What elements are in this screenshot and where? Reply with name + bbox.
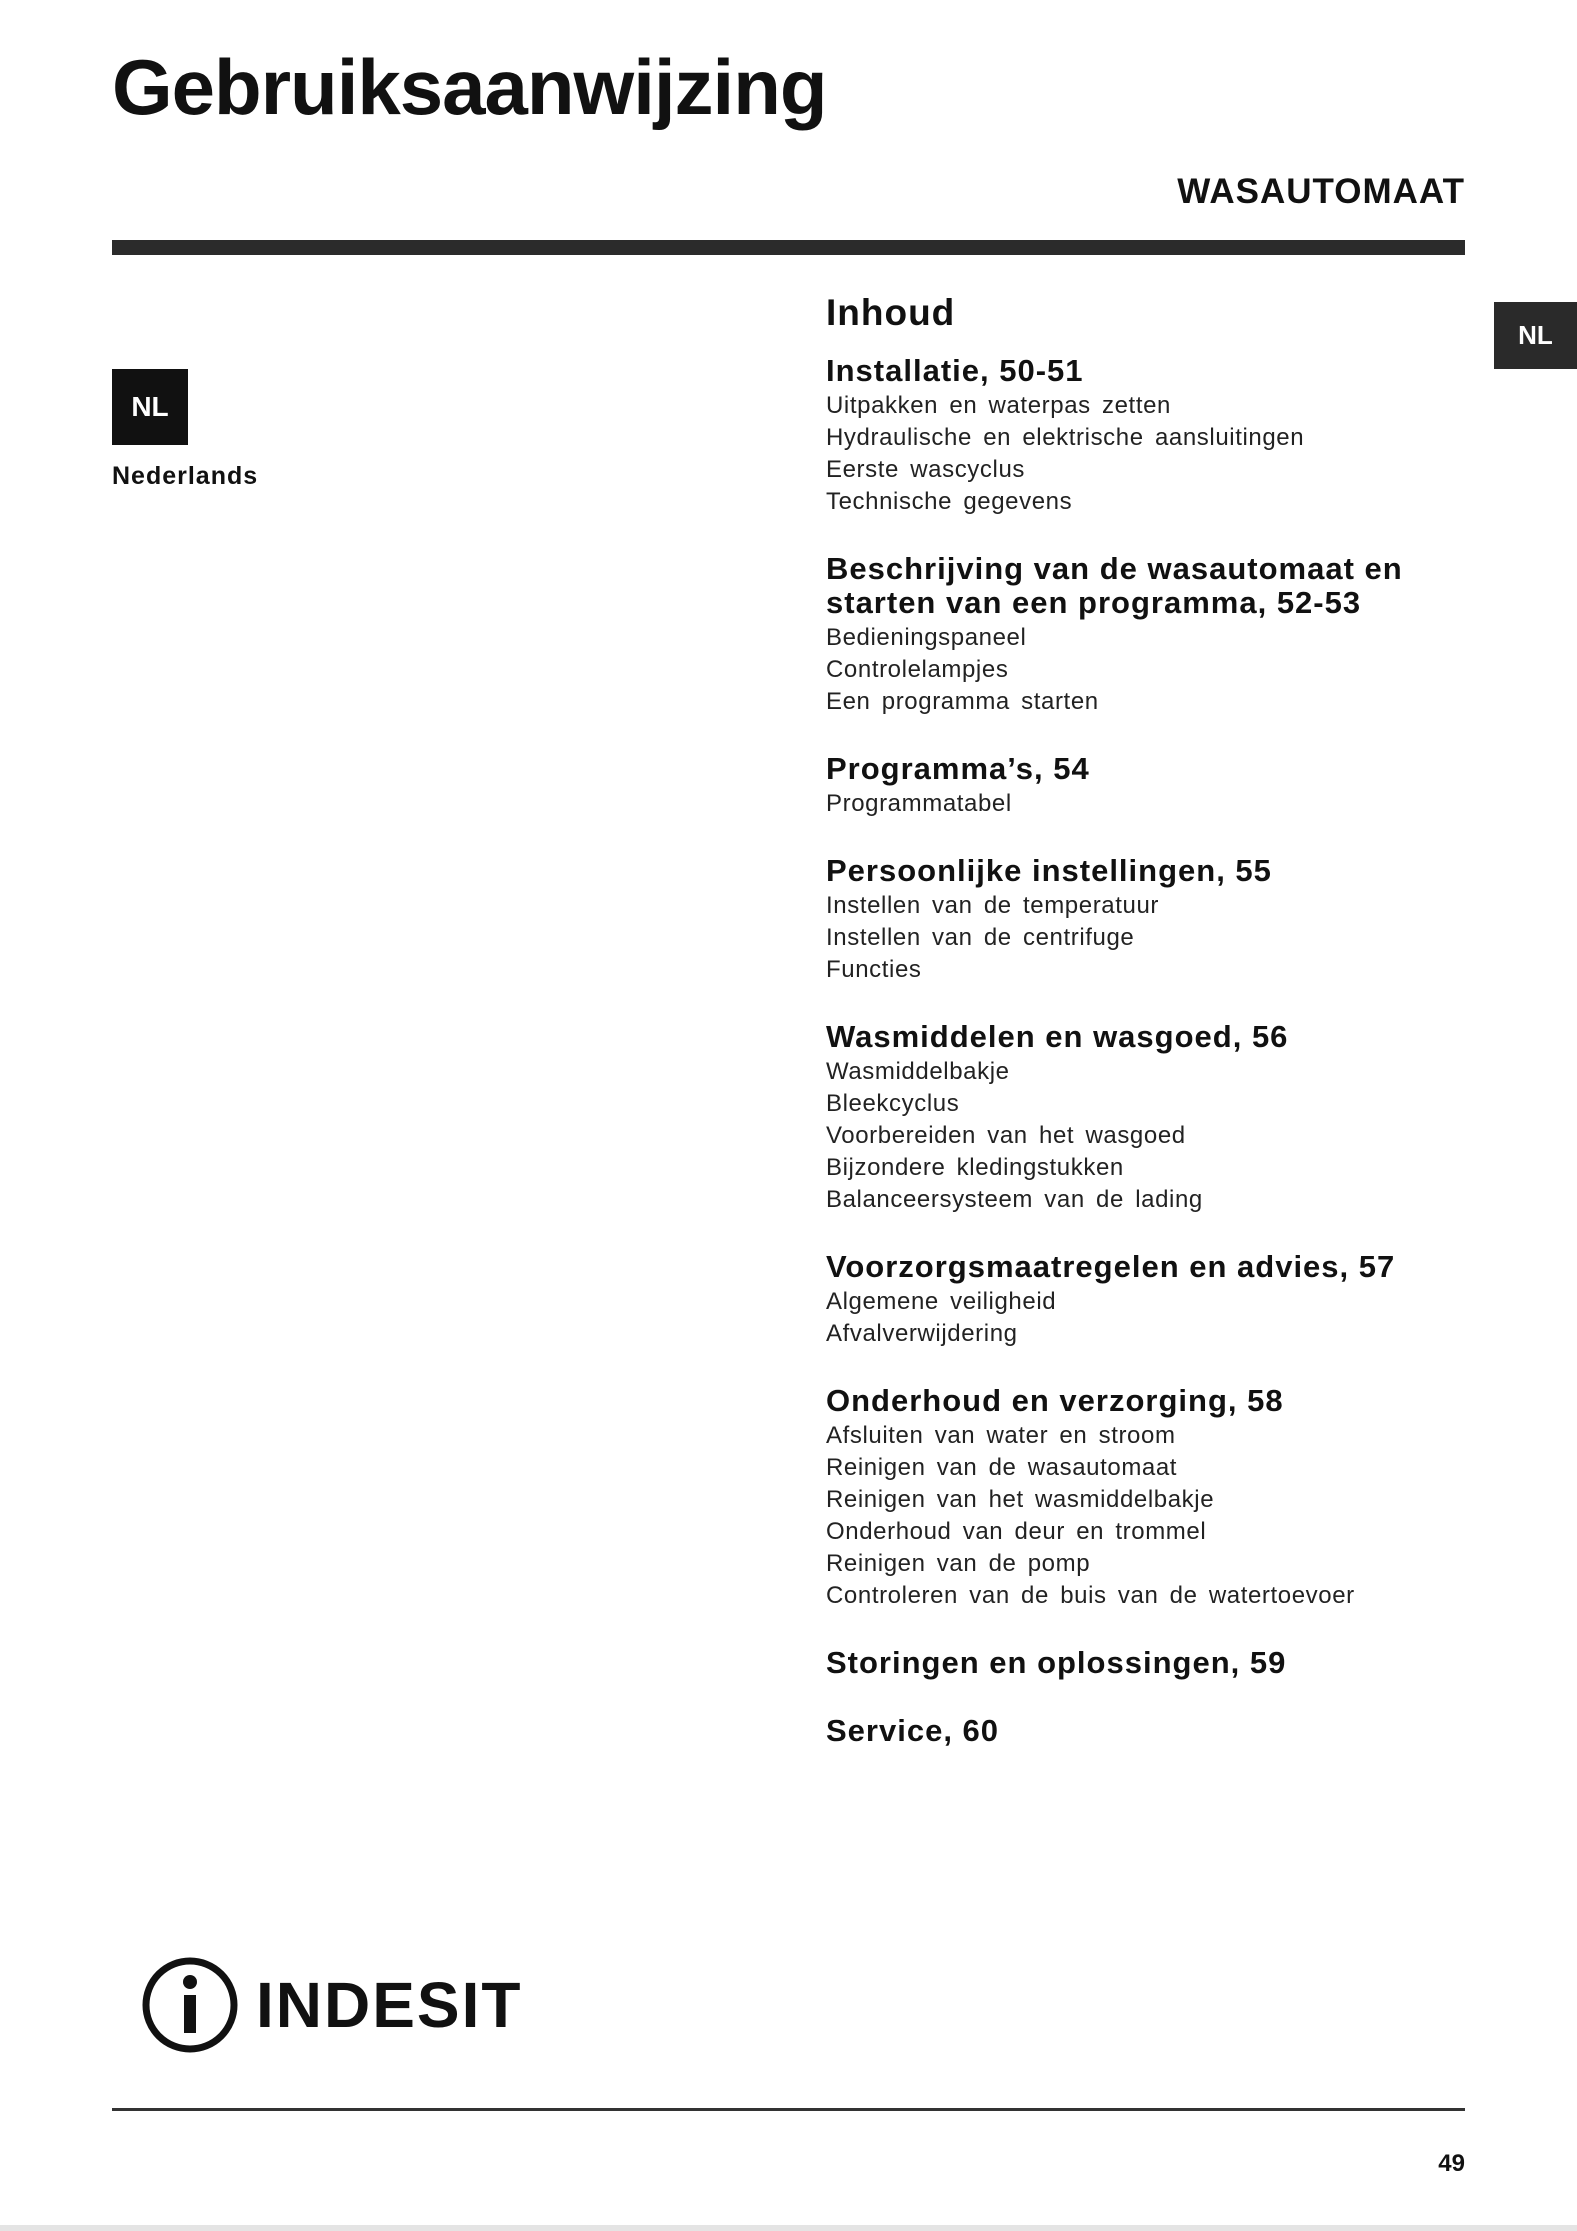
toc-item: Afsluiten van water en stroom (826, 1422, 1176, 1449)
toc-heading-line: Beschrijving van de wasautomaat en (826, 551, 1403, 586)
toc-item: Eerste wascyclus (826, 456, 1025, 483)
toc-section-heading (826, 1020, 1486, 1054)
toc-section (826, 1646, 1486, 1680)
brand-name: INDESIT (256, 1969, 523, 2041)
toc-item: Hydraulische en elektrische aansluitingen (826, 424, 1305, 451)
table-of-contents (826, 288, 1486, 1782)
toc-item: Bedieningspaneel (826, 624, 1027, 651)
toc-item: Uitpakken en waterpas zetten (826, 392, 1171, 419)
page-bottom-edge (0, 2225, 1577, 2231)
toc-heading-line: Wasmiddelen en wasgoed, 56 (826, 1019, 1289, 1054)
language-side-tab: NL (1494, 302, 1577, 369)
toc-item: Bijzondere kledingstukken (826, 1154, 1124, 1181)
toc-item-list (826, 1286, 1486, 1350)
toc-item: Controleren van de buis van de watertoevoer (826, 1582, 1355, 1609)
toc-section-heading (826, 752, 1486, 786)
toc-section-heading (826, 854, 1486, 888)
toc-section-heading (826, 1646, 1486, 1680)
toc-section (826, 1384, 1486, 1612)
toc-item: Reinigen van het wasmiddelbakje (826, 1486, 1215, 1513)
toc-section (826, 1714, 1486, 1748)
header-divider (112, 240, 1465, 255)
toc-item: Instellen van de temperatuur (826, 892, 1159, 919)
toc-item-list (826, 890, 1486, 986)
toc-item: Onderhoud van deur en trommel (826, 1518, 1207, 1545)
toc-heading-line: Storingen en oplossingen, 59 (826, 1645, 1287, 1680)
toc-item-list (826, 788, 1486, 820)
toc-section (826, 1250, 1486, 1350)
toc-item: Controlelampjes (826, 656, 1009, 683)
toc-heading-line: Installatie, 50-51 (826, 353, 1084, 388)
toc-heading-line: Onderhoud en verzorging, 58 (826, 1383, 1284, 1418)
toc-item-list (826, 1420, 1486, 1612)
toc-item: Instellen van de centrifuge (826, 924, 1135, 951)
brand-logo (140, 1955, 522, 2055)
toc-item: Programmatabel (826, 790, 1012, 817)
toc-section-heading (826, 1384, 1486, 1418)
toc-item: Wasmiddelbakje (826, 1058, 1010, 1085)
toc-section-heading (826, 354, 1486, 388)
document-title: Gebruiksaanwijzing (112, 43, 827, 131)
toc-section (826, 854, 1486, 986)
toc-section (826, 552, 1486, 718)
language-badge: NL (112, 369, 188, 445)
toc-heading-line: Voorzorgsmaatregelen en advies, 57 (826, 1249, 1396, 1284)
toc-section (826, 752, 1486, 820)
toc-sections (826, 354, 1486, 1748)
toc-section-heading (826, 552, 1486, 620)
toc-section-heading (826, 1714, 1486, 1748)
toc-item: Reinigen van de wasautomaat (826, 1454, 1178, 1481)
toc-item-list (826, 1056, 1486, 1216)
language-name: Nederlands (112, 462, 259, 490)
toc-item: Functies (826, 956, 922, 983)
toc-heading-line: starten van een programma, 52-53 (826, 585, 1362, 620)
footer-divider (112, 2108, 1465, 2111)
toc-heading-line: Persoonlijke instellingen, 55 (826, 853, 1272, 888)
toc-item: Algemene veiligheid (826, 1288, 1057, 1315)
toc-item: Een programma starten (826, 688, 1099, 715)
toc-item: Technische gegevens (826, 488, 1073, 515)
toc-item: Reinigen van de pomp (826, 1550, 1091, 1577)
toc-item-list (826, 622, 1486, 718)
toc-section (826, 354, 1486, 518)
toc-section (826, 1020, 1486, 1216)
toc-item-list (826, 390, 1486, 518)
toc-heading-line: Service, 60 (826, 1713, 1000, 1748)
toc-heading-line: Programma’s, 54 (826, 751, 1090, 786)
product-type-label: WASAUTOMAAT (1177, 172, 1465, 211)
toc-title: Inhoud (826, 292, 956, 333)
toc-item: Voorbereiden van het wasgoed (826, 1122, 1186, 1149)
toc-item: Bleekcyclus (826, 1090, 960, 1117)
page-number: 49 (1438, 2150, 1465, 2177)
toc-section-heading (826, 1250, 1486, 1284)
toc-item: Balanceersysteem van de lading (826, 1186, 1203, 1213)
indesit-logo-icon (140, 1955, 240, 2055)
toc-item: Afvalverwijdering (826, 1320, 1018, 1347)
